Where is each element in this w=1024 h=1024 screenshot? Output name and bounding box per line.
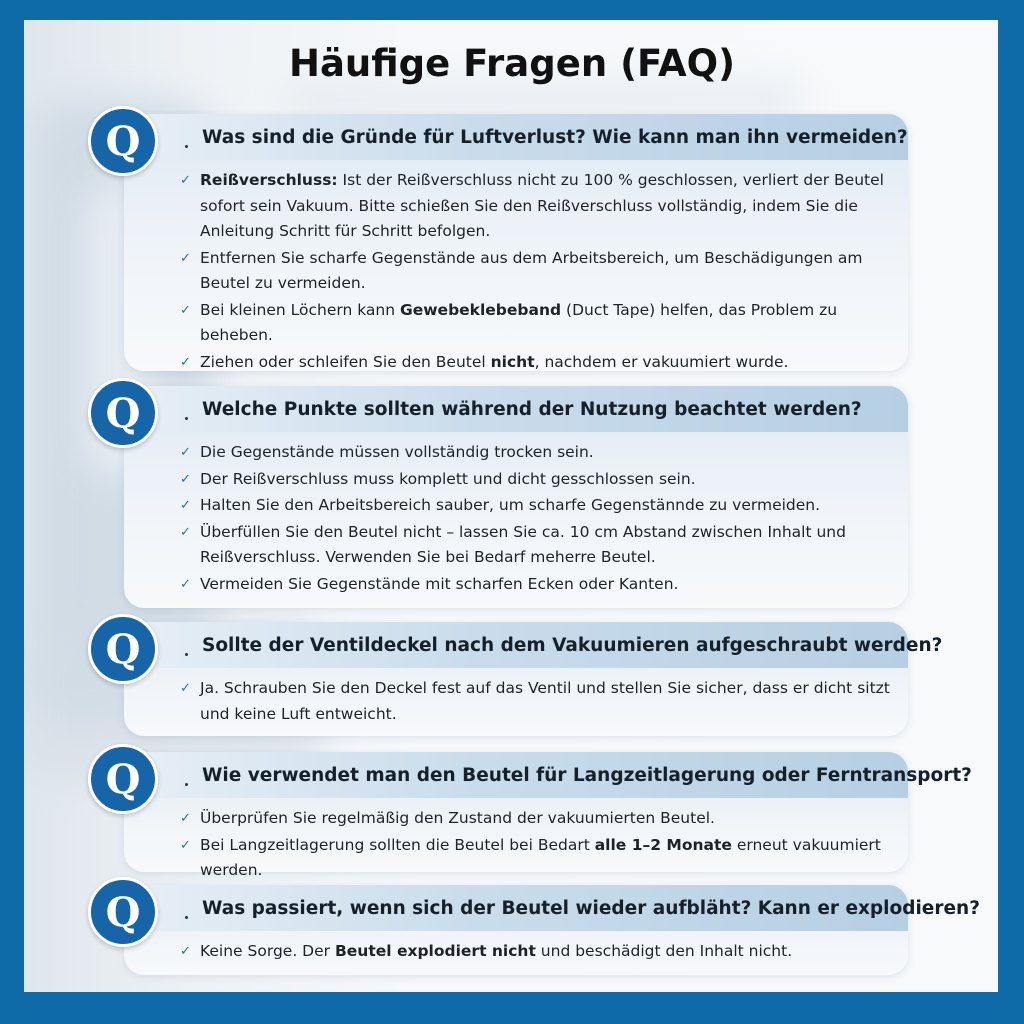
checkmark-icon: ✓ [180,471,191,487]
checkmark-icon: ✓ [180,302,191,318]
faq-answer-list [124,432,908,597]
faq-answer-item: ✓ Der Reißverschluss muss komplett und dicht gesschlossen sein. [200,467,890,493]
faq-answer-item: ✓ Überprüfen Sie regelmäßig den Zustand der vakuumierten Beutel. [200,806,890,832]
faq-answer-list [124,160,908,375]
checkmark-icon: ✓ [180,498,191,513]
faq-card [124,622,943,736]
badge-dot [185,783,188,786]
checkmark-icon: ✓ [180,445,191,460]
faq-answer-list [124,798,908,884]
faq-question: Welche Punkte sollten während der Nutzung beachtet werden? [124,386,908,432]
answer-emphasis: nicht [490,352,535,371]
answer-emphasis: Reißverschluss: [200,171,338,189]
checkmark-icon: ✓ [180,524,191,540]
faq-answer-item: ✓ Bei Langzeitlagerung sollten die Beutel bei Bedart alle 1–2 Monate erneut vakuumiert werden. [200,833,890,884]
faq-question: Was passiert, wenn sich der Beutel wieder aufbläht? Kann er explodieren? [124,885,908,931]
checkmark-icon: ✓ [180,837,191,853]
faq-question: Wie verwendet man den Beutel für Langzeitlagerung oder Ferntransport? [124,752,908,798]
checkmark-icon: ✓ [180,250,191,266]
answer-emphasis: alle 1–2 Monate [594,835,732,854]
question-badge-icon: Q [88,106,158,176]
faq-answer-item: ✓ Ja. Schrauben Sie den Deckel fest auf das Ventil und stellen Sie sicher, dass er dicht sitzt und keine Luft entweicht. [200,676,890,727]
checkmark-icon: ✓ [180,811,191,826]
checkmark-icon: ✓ [180,576,191,592]
checkmark-icon: ✓ [180,173,191,188]
question-badge-icon: Q [88,744,158,814]
faq-card [124,885,980,975]
checkmark-icon: ✓ [180,681,191,696]
faq-question: Was sind die Gründe für Luftverlust? Wie kann man ihn vermeiden? [124,114,908,160]
checkmark-icon: ✓ [180,354,191,370]
page-title: Häufige Fragen (FAQ) [288,42,736,85]
faq-answer-list [124,931,908,965]
checkmark-icon: ✓ [180,944,191,959]
badge-dot [185,417,188,420]
faq-answer-item: ✓ Ziehen oder schleifen Sie den Beutel nicht, nachdem er vakuumiert wurde. [200,350,890,376]
faq-card [124,386,908,608]
faq-question: Sollte der Ventildeckel nach dem Vakuumieren aufgeschraubt werden? [124,622,908,668]
question-badge-icon: Q [88,614,158,684]
badge-dot [185,916,188,919]
question-badge-icon: Q [88,877,158,947]
faq-answer-item: ✓ Keine Sorge. Der Beutel explodiert nicht und beschädigt den Inhalt nicht. [200,939,890,965]
faq-answer-list [124,668,908,727]
answer-emphasis: Beutel explodiert nicht [334,942,536,960]
faq-card [124,752,972,879]
faq-answer-item: ✓ Die Gegenstände müssen vollständig trocken sein. [200,440,890,466]
badge-dot [185,653,188,656]
badge-dot [185,145,188,148]
faq-answer-item: ✓ Halten Sie den Arbeitsbereich sauber, um scharfe Gegenstännde zu vermeiden. [200,493,890,519]
faq-answer-item: ✓ Entfernen Sie scharfe Gegenstände aus dem Arbeitsbereich, um Beschädigungen am Beutel zu vermeiden. [200,246,890,297]
faq-answer-item: ✓ Vermeiden Sie Gegenstände mit scharfen Ecken oder Kanten. [200,572,890,598]
question-badge-icon: Q [88,378,158,448]
answer-emphasis: Gewebeklebeband [400,300,562,319]
faq-answer-item: ✓ Reißverschluss: Ist der Reißverschluss nicht zu 100 % geschlossen, verliert der Beutel sofort sein Vakuum. Bitte schießen Sie den Reißverschluss vollständig, indem Sie die Anleitung Schritt für Schritt befolgen. [200,168,890,245]
faq-answer-item: ✓ Bei kleinen Löchern kann Gewebeklebeband (Duct Tape) helfen, das Problem zu beheben. [200,298,890,349]
faq-card [124,114,908,371]
faq-answer-item: ✓ Überfüllen Sie den Beutel nicht – lassen Sie ca. 10 cm Abstand zwischen Inhalt und Reißverschluss. Verwenden Sie bei Bedarf meherre Beutel. [200,520,890,571]
